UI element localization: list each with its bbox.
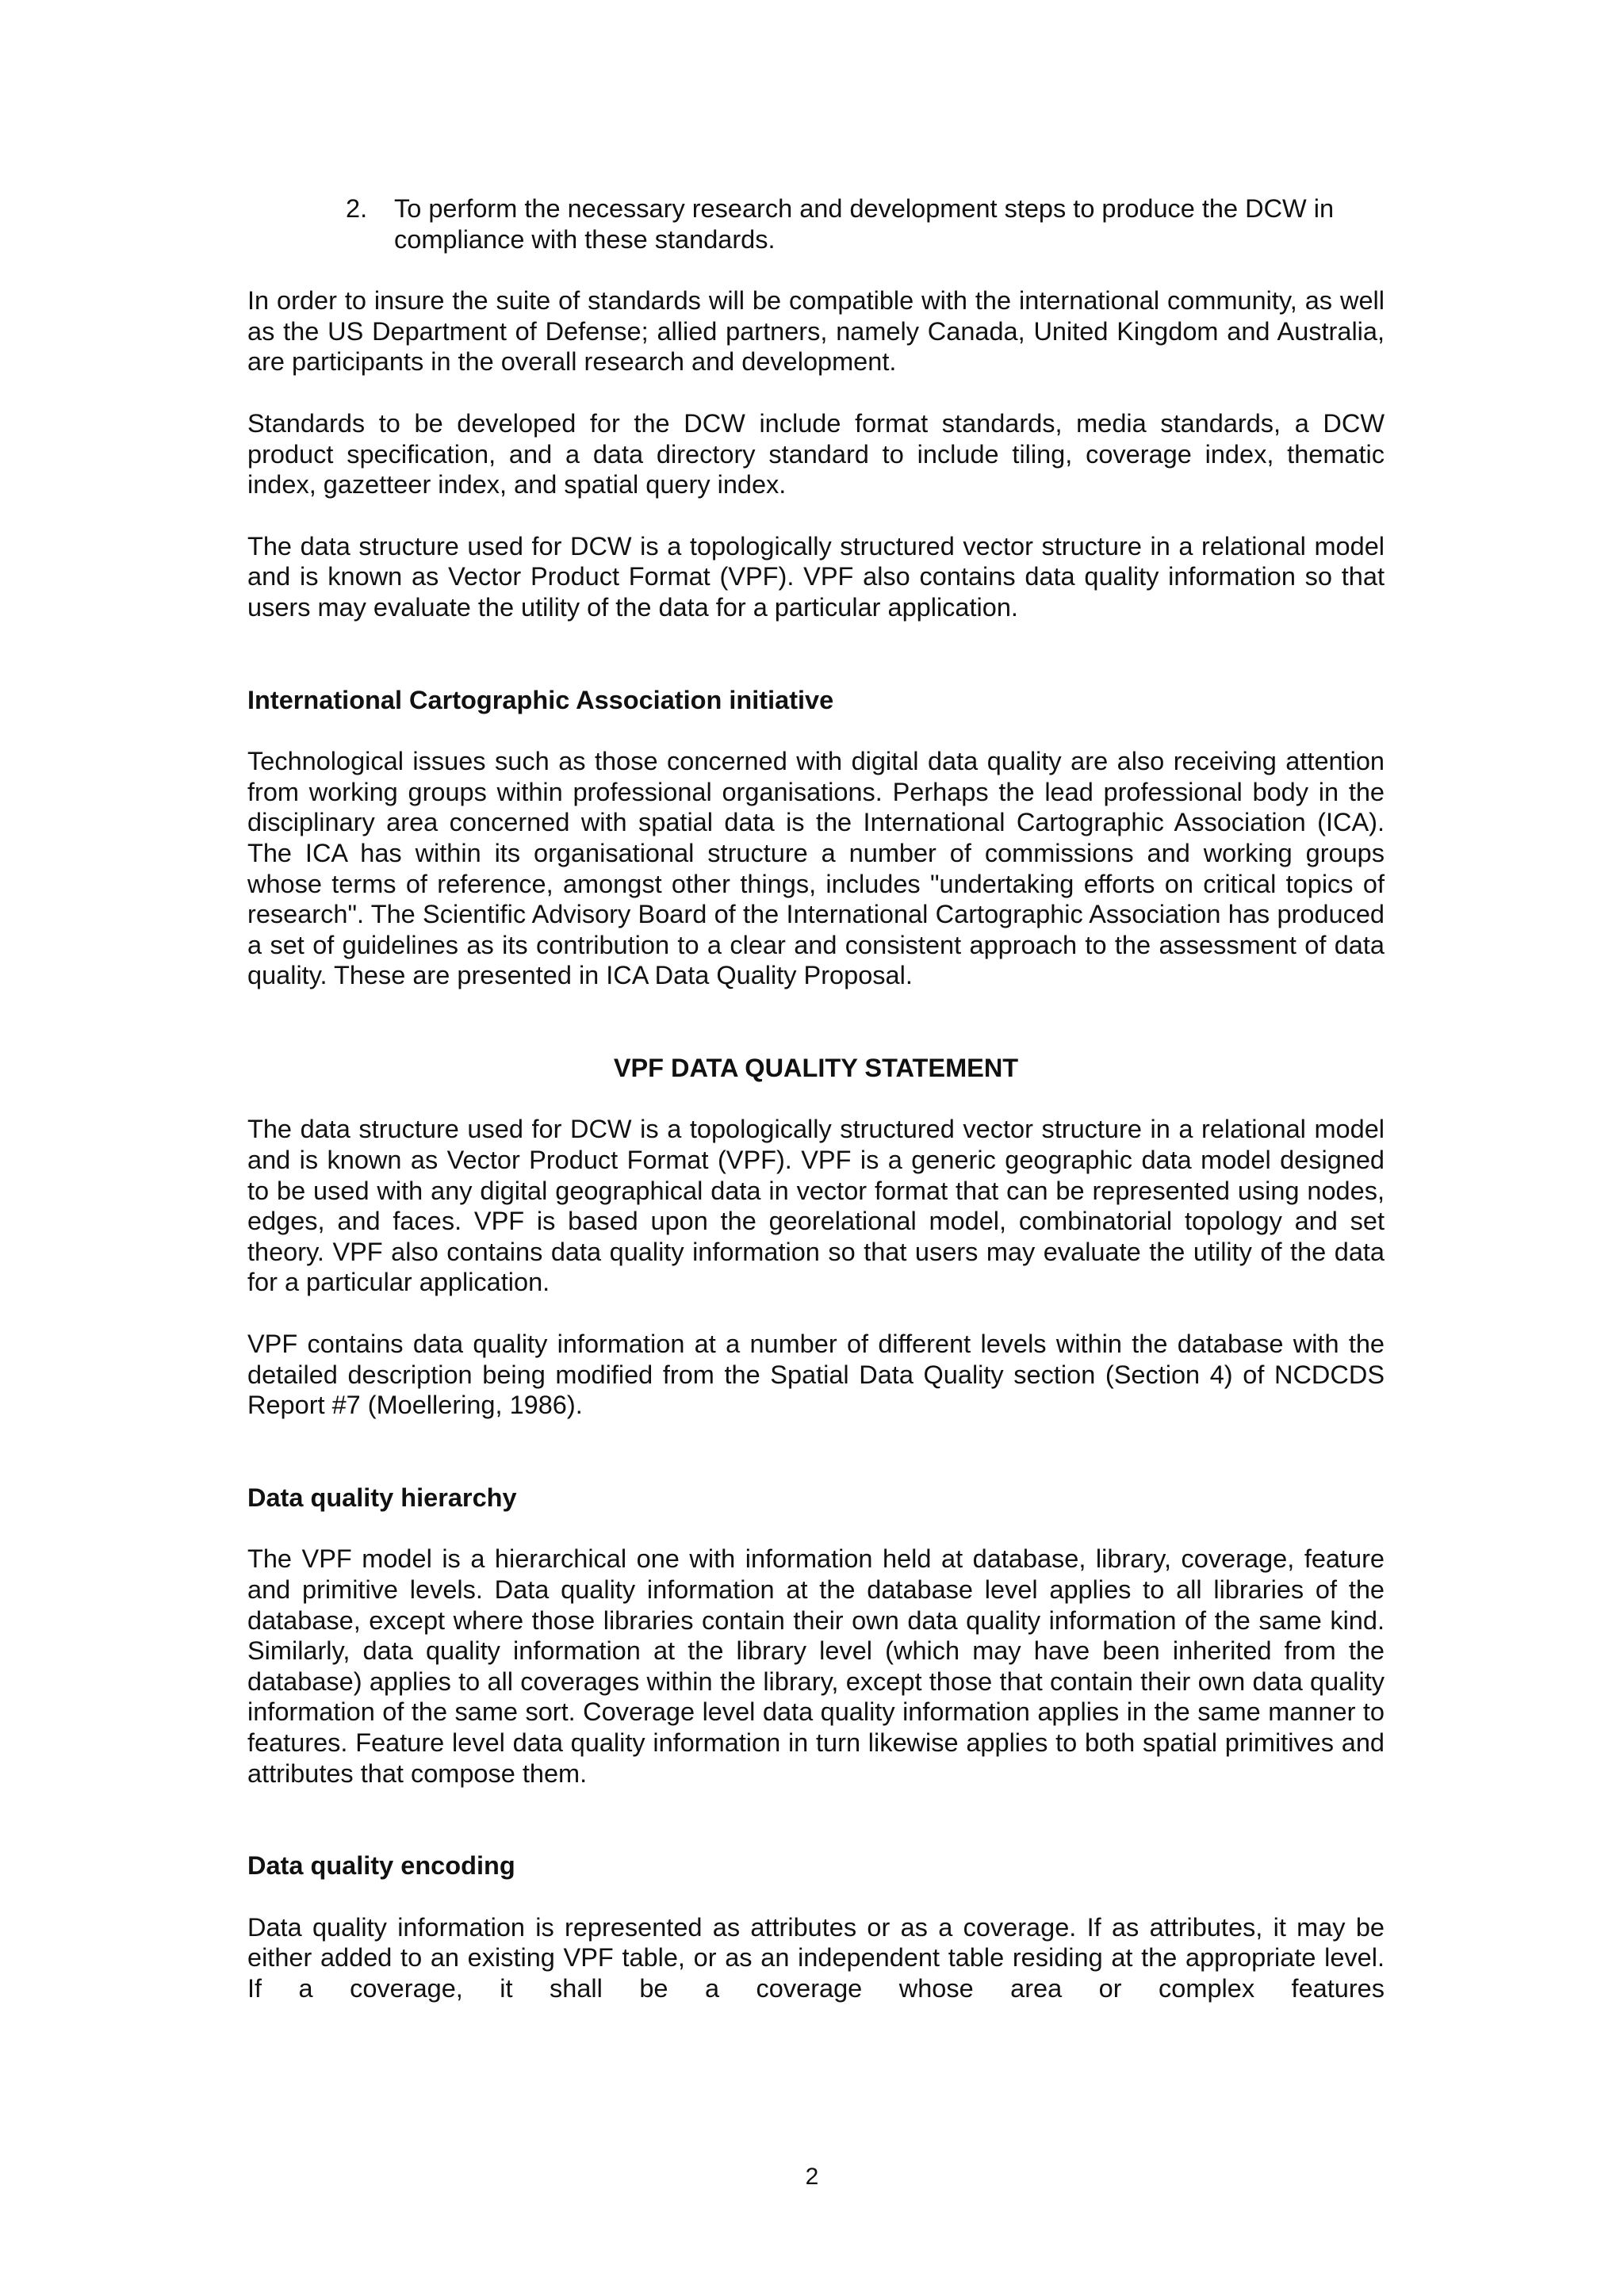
list-item-number: 2.	[346, 194, 368, 223]
heading-data-quality-hierarchy: Data quality hierarchy	[247, 1483, 517, 1512]
paragraph-encoding: Data quality information is represented as attributes or as a coverage. If as attributes, it may be either added to an existing VPF table, or as an independent table residing at the appropriate level. If a coverage, it shall be a coverage whose area or complex features	[247, 1912, 1385, 2003]
paragraph-vpf-levels: VPF contains data quality information at a number of different levels within the database with the detailed description being modified from the Spatial Data Quality section (Section 4) of NCDCDS Report #7 (Moellering, 1986).	[247, 1330, 1385, 1420]
heading-vpf-data-quality-statement: VPF DATA QUALITY STATEMENT	[613, 1053, 1019, 1082]
list-item-text: To perform the necessary research and development steps to produce the DCW in compliance with these standards.	[394, 194, 1335, 254]
paragraph-vpf-structure: The data structure used for DCW is a topologically structured vector structure in a relational model and is known as Vector Product Format (VPF). VPF is a generic geographic data model designed to be used with any digital geographical data in vector format that can be represented using nodes, edges, and faces. VPF is based upon the georelational model, combinatorial topology and set theory. VPF also contains data quality information so that users may evaluate the utility of the data for a particular application.	[247, 1115, 1385, 1297]
heading-ica-initiative: International Cartographic Association initiative	[247, 685, 834, 714]
numbered-list-item	[346, 193, 1385, 254]
page-content	[247, 193, 1385, 2004]
paragraph-ica: Technological issues such as those concerned with digital data quality are also receiving attention from working groups within professional organisations. Perhaps the lead professional body in the disciplinary area concerned with spatial data is the International Cartographic Association (ICA). The ICA has within its organisational structure a number of commissions and working groups whose terms of reference, amongst other things, includes "undertaking efforts on critical topics of research". The Scientific Advisory Board of the International Cartographic Association has produced a set of guidelines as its contribution to a clear and consistent approach to the assessment of data quality. These are presented in ICA Data Quality Proposal.	[247, 747, 1385, 990]
paragraph-data-structure: The data structure used for DCW is a topologically structured vector structure in a relational model and is known as Vector Product Format (VPF). VPF also contains data quality information so that users may evaluate the utility of the data for a particular application.	[247, 531, 1385, 622]
paragraph-standards-developed: Standards to be developed for the DCW include format standards, media standards, a DCW product specification, and a data directory standard to include tiling, coverage index, thematic index, gazetteer index, and spatial query index.	[247, 408, 1385, 499]
paragraph-standards-compatibility: In order to insure the suite of standards will be compatible with the international community, as well as the US Department of Defense; allied partners, namely Canada, United Kingdom and Australia, are participants in the overall research and development.	[247, 286, 1385, 377]
heading-data-quality-encoding: Data quality encoding	[247, 1851, 515, 1881]
page-number: 2	[805, 2164, 819, 2190]
paragraph-hierarchy: The VPF model is a hierarchical one with information held at database, library, coverage, feature and primitive levels. Data quality information at the database level applies to all libraries of the database, except where those libraries contain their own data quality information of the same kind. Similarly, data quality information at the library level (which may have been inherited from the database) applies to all coverages within the library, except those that contain their own data quality information of the same sort. Coverage level data quality information applies in the same manner to features. Feature level data quality information in turn likewise applies to both spatial primitives and attributes that compose them.	[247, 1544, 1385, 1788]
